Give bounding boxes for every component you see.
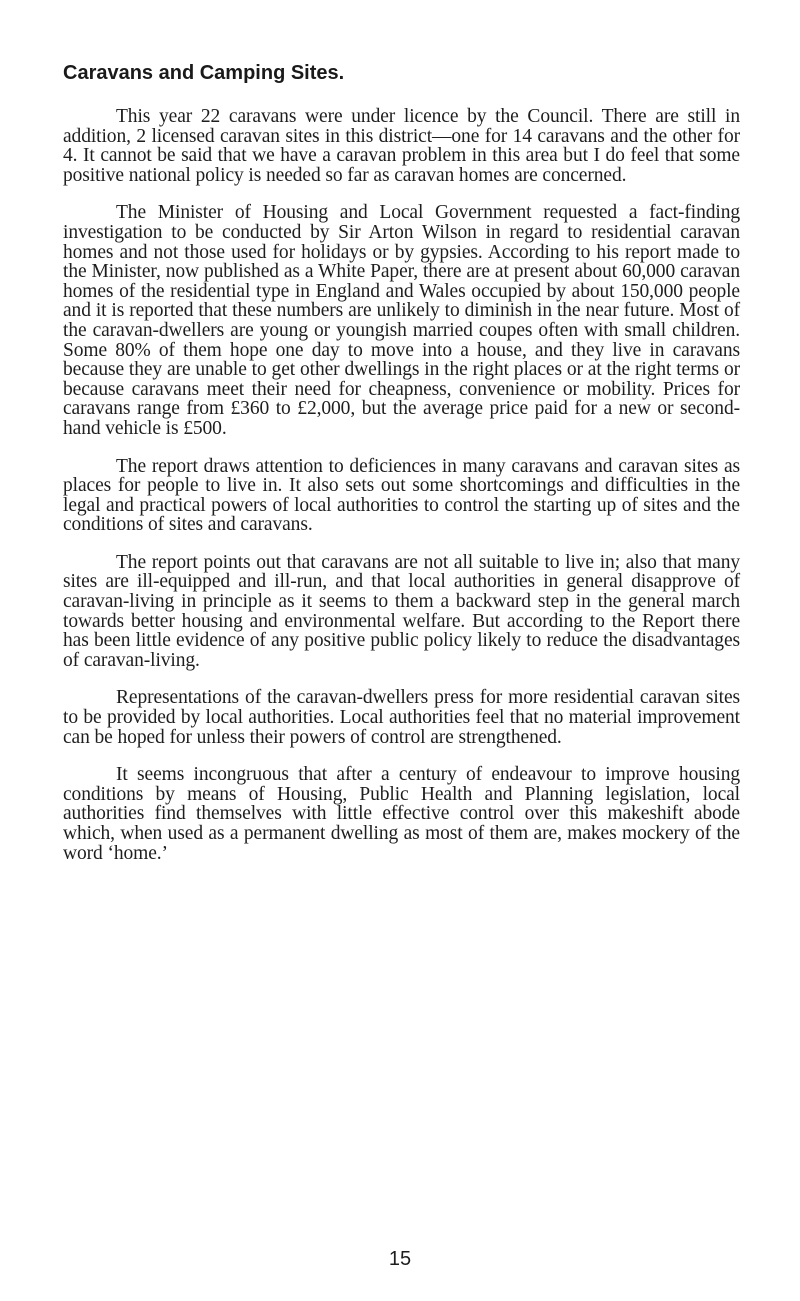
paragraph-minister-report: The Minister of Housing and Local Government requested a fact-finding investigation to be conducted by Sir Arton Wilson in regard to residential caravan homes and not those used for holidays or by gypsies. According to his report made to the Minister, now published as a White Paper, there are at present about 60,000 caravan homes of the residential type in England and Wales occupied by about 150,000 people and it is reported that these numbers are unlikely to diminish in the near future. Most of the caravan-dwellers are young or youngish married coupes often with small children. Some 80% of them hope one day to move into a house, and they live in caravans because they are unable to get other dwellings in the right places or at the right terms or because caravans meet their need for cheapness, convenience or mobility. Prices for caravans range from £360 to £2,000, but the average price paid for a new or second-hand vehicle is £500. [63, 202, 740, 439]
paragraph-conclusion: It seems incongruous that after a century of endeavour to improve housing conditions by means of Housing, Public Health and Planning legislation, local authorities find themselves with little effective control over this makeshift abode which, when used as a permanent dwelling as most of them are, makes mockery of the word ‘home.’ [63, 764, 740, 864]
page-number: 15 [388, 1248, 412, 1270]
section-heading: Caravans and Camping Sites. [63, 62, 345, 84]
paragraph-representations: Representations of the caravan-dwellers press for more residential caravan sites to be provided by local authorities. Local authorities feel that no material improvement can be hoped for unless their powers of control are strengthened. [63, 687, 740, 748]
paragraph-caravan-licences: This year 22 caravans were under licence by the Council. There are still in addition, 2 licensed caravan sites in this district—one for 14 caravans and the other for 4. It cannot be said that we have a caravan problem in this area but I do feel that some positive national policy is needed so far as caravan homes are concerned. [63, 106, 740, 186]
paragraph-suitability: The report points out that caravans are not all suitable to live in; also that many sites are ill-equipped and ill-run, and that local authorities in general disapprove of caravan-living in principle as it seems to them a backward step in the general march towards better housing and environmental welfare. But according to the Report there has been little evidence of any positive public policy likely to reduce the disadvantages of caravan-living. [63, 551, 740, 671]
paragraph-deficiencies: The report draws attention to deficiences in many caravans and caravan sites as places for people to live in. It also sets out some shortcomings and difficulties in the legal and practical powers of local authorities to control the starting up of sites and the conditions of sites and caravans. [63, 455, 740, 536]
